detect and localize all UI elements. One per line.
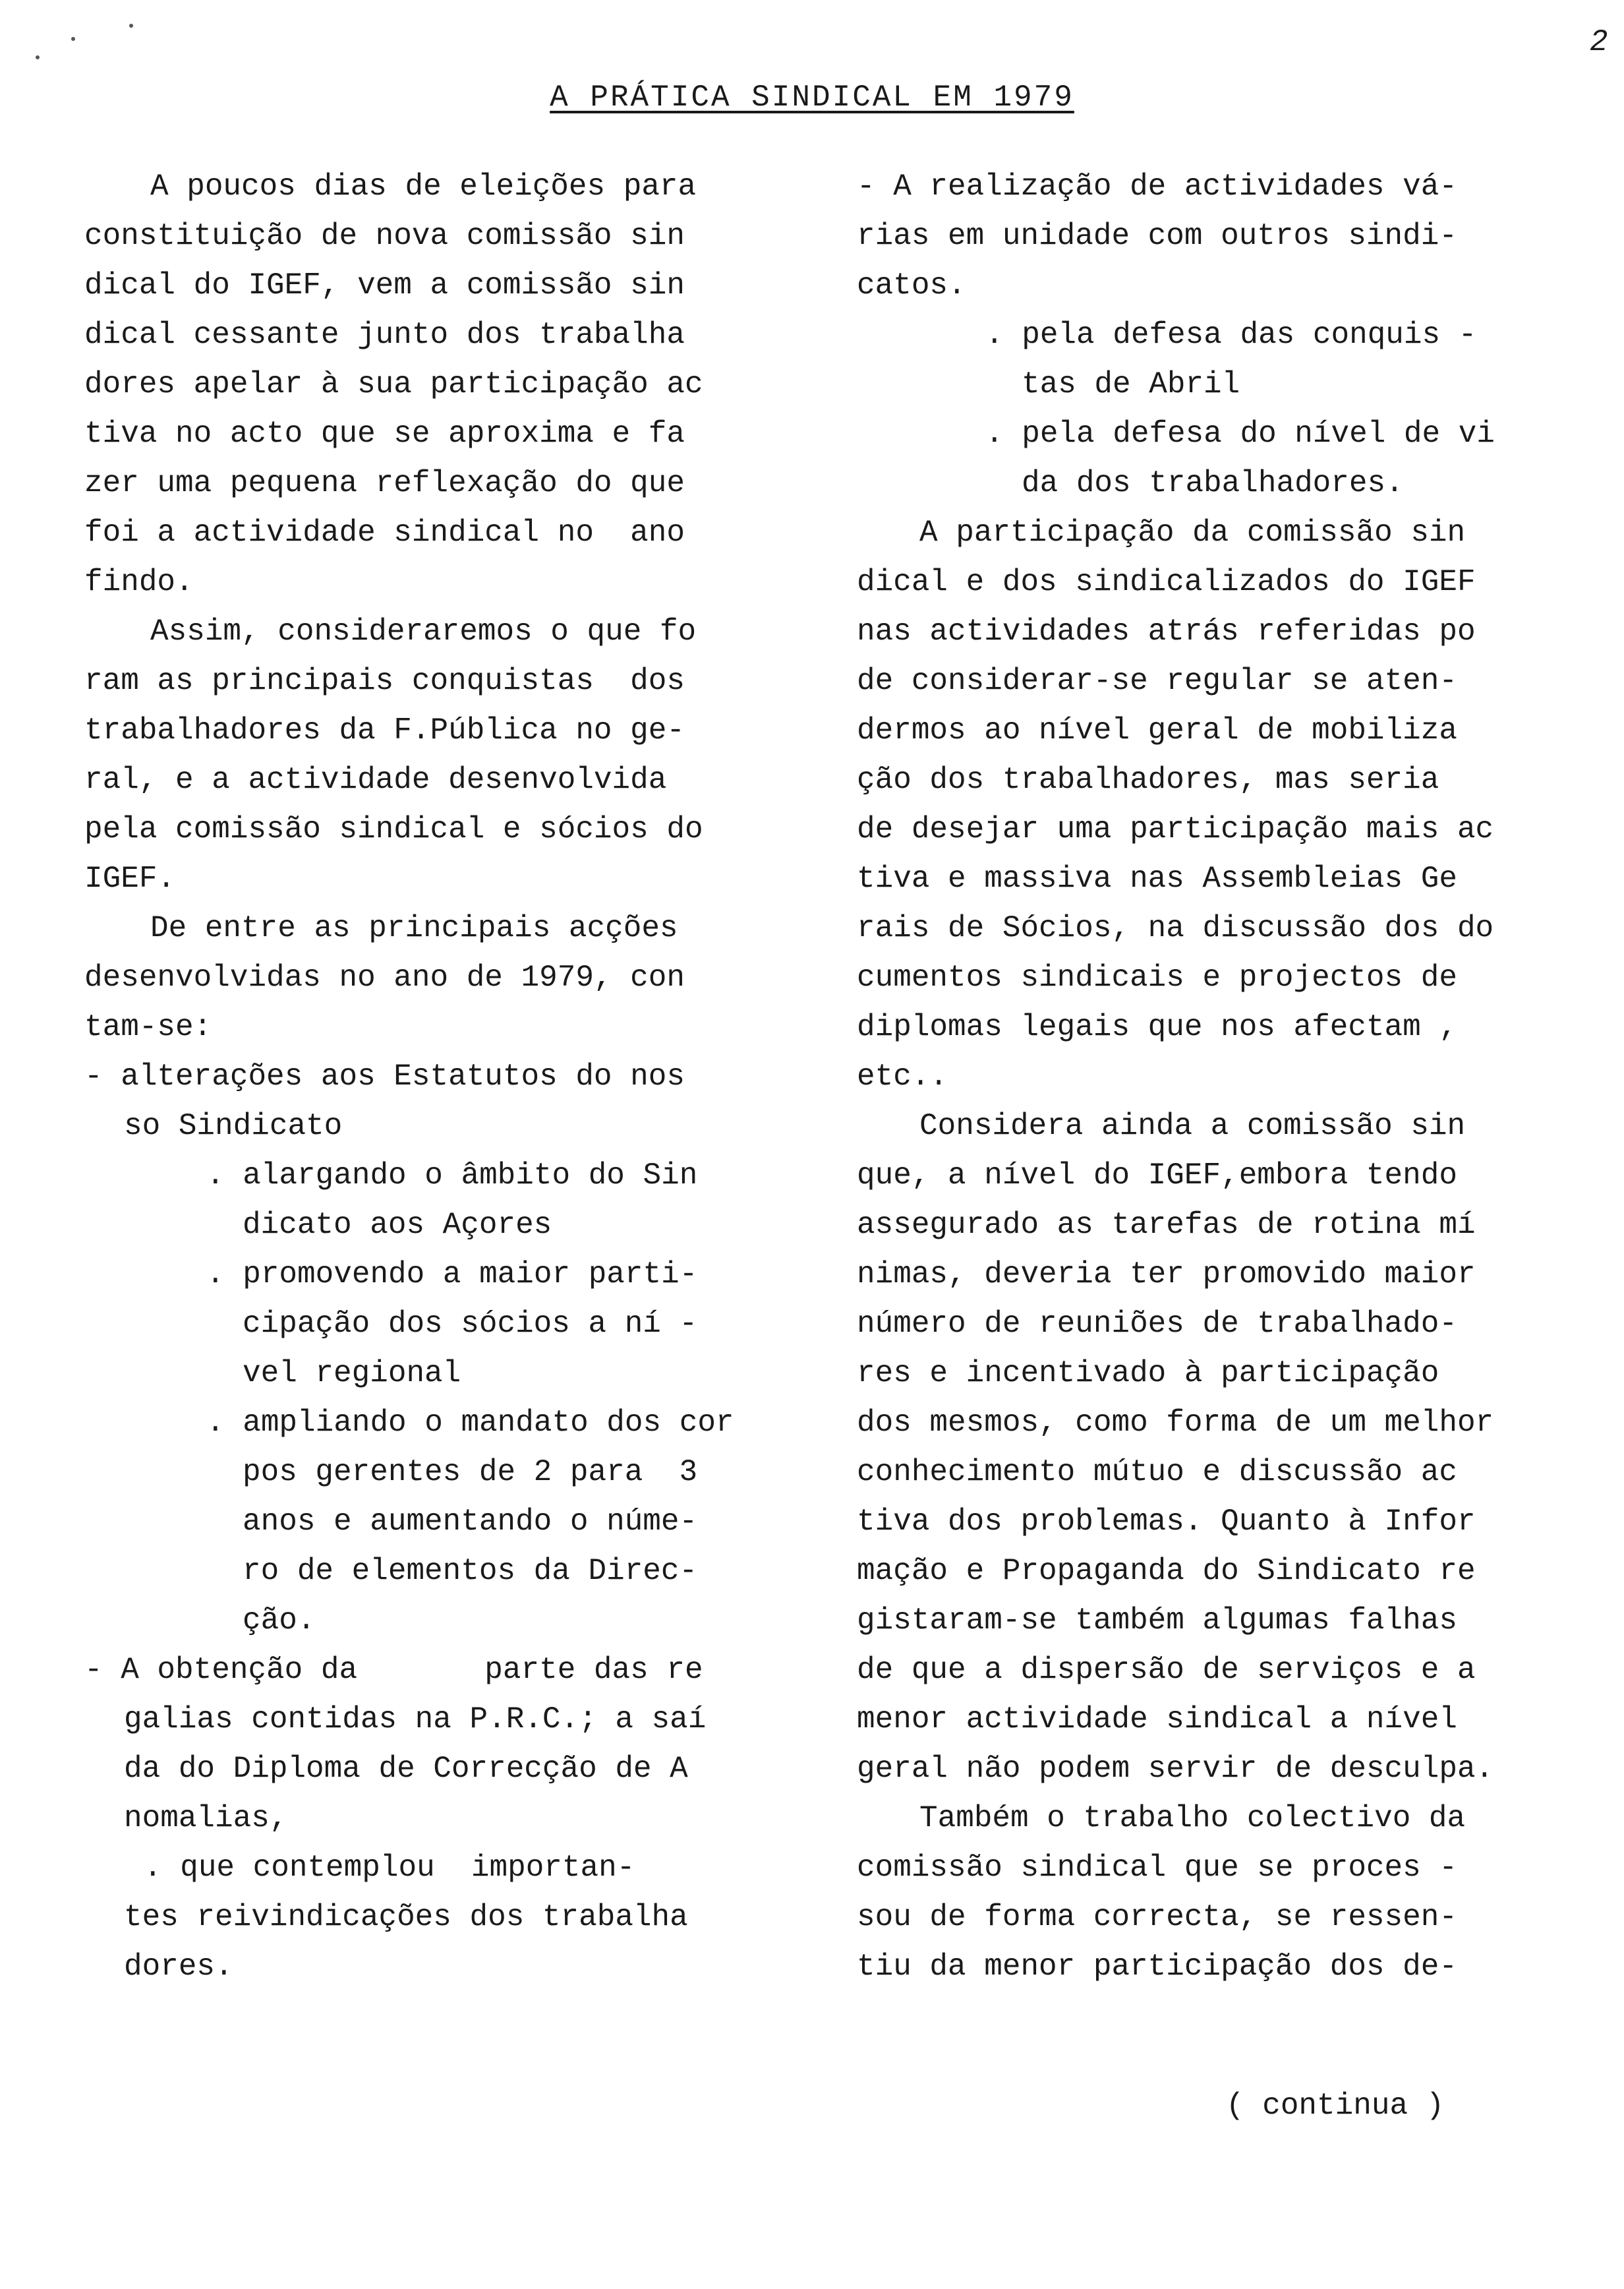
- text-line: desenvolvidas no ano de 1979, con: [84, 961, 685, 995]
- text-line: rais de Sócios, na discussão dos do: [857, 911, 1494, 945]
- text-line: de considerar-se regular se aten-: [857, 664, 1457, 698]
- text-line: gistaram-se também algumas falhas: [857, 1603, 1457, 1638]
- text-line: dores apelar à sua participação ac: [84, 367, 703, 401]
- text-line: catos.: [857, 268, 966, 303]
- text-line: conhecimento mútuo e discussão ac: [857, 1455, 1457, 1489]
- page-number: 2: [1590, 25, 1608, 59]
- text-line: pela comissão sindical e sócios do: [84, 812, 703, 847]
- text-line: Assim, consideraremos o que fo: [150, 614, 697, 649]
- text-line: . ampliando o mandato dos cor: [206, 1406, 734, 1440]
- text-line: nas actividades atrás referidas po: [857, 614, 1476, 649]
- text-line: de desejar uma participação mais ac: [857, 812, 1494, 847]
- text-line: comissão sindical que se proces -: [857, 1851, 1457, 1885]
- text-line: - A obtenção da parte das re: [84, 1653, 703, 1687]
- text-line: nimas, deveria ter promovido maior: [857, 1257, 1476, 1292]
- text-line: diplomas legais que nos afectam ,: [857, 1010, 1457, 1044]
- text-line: trabalhadores da F.Pública no ge-: [84, 713, 685, 748]
- text-line: dicato aos Açores: [243, 1208, 552, 1242]
- text-line: zer uma pequena reflexação do que: [84, 466, 685, 500]
- text-line: ram as principais conquistas dos: [84, 664, 685, 698]
- text-line: A participação da comissão sin: [919, 516, 1466, 550]
- text-line: . pela defesa das conquis -: [985, 318, 1477, 352]
- text-line: dical e dos sindicalizados do IGEF: [857, 565, 1476, 599]
- text-line: constituição de nova comissão sin: [84, 219, 685, 253]
- text-line: res e incentivado à participação: [857, 1356, 1439, 1390]
- text-line: menor actividade sindical a nível: [857, 1702, 1457, 1737]
- text-line: dores.: [124, 1949, 233, 1984]
- text-line: dical do IGEF, vem a comissão sin: [84, 268, 685, 303]
- text-line: . promovendo a maior parti-: [206, 1257, 698, 1292]
- text-line: findo.: [84, 565, 194, 599]
- text-line: . pela defesa do nível de vi: [985, 417, 1495, 451]
- text-line: da do Diploma de Correcção de A: [124, 1752, 688, 1786]
- text-line: ção.: [243, 1603, 316, 1638]
- text-line: etc..: [857, 1059, 948, 1094]
- text-line: número de reuniões de trabalhado-: [857, 1307, 1457, 1341]
- text-line: . que contemplou importan-: [144, 1851, 635, 1885]
- text-line: tas de Abril: [1022, 367, 1240, 401]
- text-line: tiva no acto que se aproxima e fa: [84, 417, 685, 451]
- text-line: ção dos trabalhadores, mas seria: [857, 763, 1439, 797]
- paper-speck: [129, 24, 133, 28]
- text-line: que, a nível do IGEF,embora tendo: [857, 1158, 1457, 1193]
- text-line: tes reivindicações dos trabalha: [124, 1900, 688, 1934]
- text-line: tam-se:: [84, 1010, 212, 1044]
- text-line: assegurado as tarefas de rotina mí: [857, 1208, 1476, 1242]
- text-line: da dos trabalhadores.: [1022, 466, 1404, 500]
- paper-speck: [71, 37, 75, 41]
- text-line: ral, e a actividade desenvolvida: [84, 763, 667, 797]
- text-line: rias em unidade com outros sindi-: [857, 219, 1457, 253]
- text-line: - A realização de actividades vá-: [857, 169, 1457, 204]
- text-line: dermos ao nível geral de mobiliza: [857, 713, 1457, 748]
- text-line: Considera ainda a comissão sin: [919, 1109, 1466, 1143]
- text-line: - alterações aos Estatutos do nos: [84, 1059, 685, 1094]
- text-line: foi a actividade sindical no ano: [84, 516, 685, 550]
- text-line: . alargando o âmbito do Sin: [206, 1158, 698, 1193]
- text-line: geral não podem servir de desculpa.: [857, 1752, 1494, 1786]
- text-line: sou de forma correcta, se ressen-: [857, 1900, 1457, 1934]
- text-line: vel regional: [243, 1356, 461, 1390]
- text-line: A poucos dias de eleições para: [150, 169, 697, 204]
- text-line: galias contidas na P.R.C.; a saí: [124, 1702, 707, 1737]
- text-line: so Sindicato: [124, 1109, 343, 1143]
- text-line: cumentos sindicais e projectos de: [857, 961, 1457, 995]
- continued-note: ( continua ): [1226, 2089, 1445, 2123]
- text-line: Também o trabalho colectivo da: [919, 1801, 1466, 1835]
- right-column: [857, 162, 1555, 1992]
- text-line: dical cessante junto dos trabalha: [84, 318, 685, 352]
- text-line: De entre as principais acções: [150, 911, 678, 945]
- left-column: [84, 162, 803, 1992]
- text-line: ro de elementos da Direc-: [243, 1554, 698, 1588]
- text-line: pos gerentes de 2 para 3: [243, 1455, 698, 1489]
- page-title: A PRÁTICA SINDICAL EM 1979: [550, 80, 1074, 115]
- text-line: tiva e massiva nas Assembleias Ge: [857, 862, 1457, 896]
- paper-speck: [36, 55, 40, 59]
- text-line: cipação dos sócios a ní -: [243, 1307, 698, 1341]
- text-line: dos mesmos, como forma de um melhor: [857, 1406, 1494, 1440]
- text-line: IGEF.: [84, 862, 176, 896]
- text-line: anos e aumentando o núme-: [243, 1504, 698, 1539]
- text-line: tiu da menor participação dos de-: [857, 1949, 1457, 1984]
- text-line: mação e Propaganda do Sindicato re: [857, 1554, 1476, 1588]
- text-line: nomalias,: [124, 1801, 288, 1835]
- text-line: de que a dispersão de serviços e a: [857, 1653, 1476, 1687]
- text-line: tiva dos problemas. Quanto à Infor: [857, 1504, 1476, 1539]
